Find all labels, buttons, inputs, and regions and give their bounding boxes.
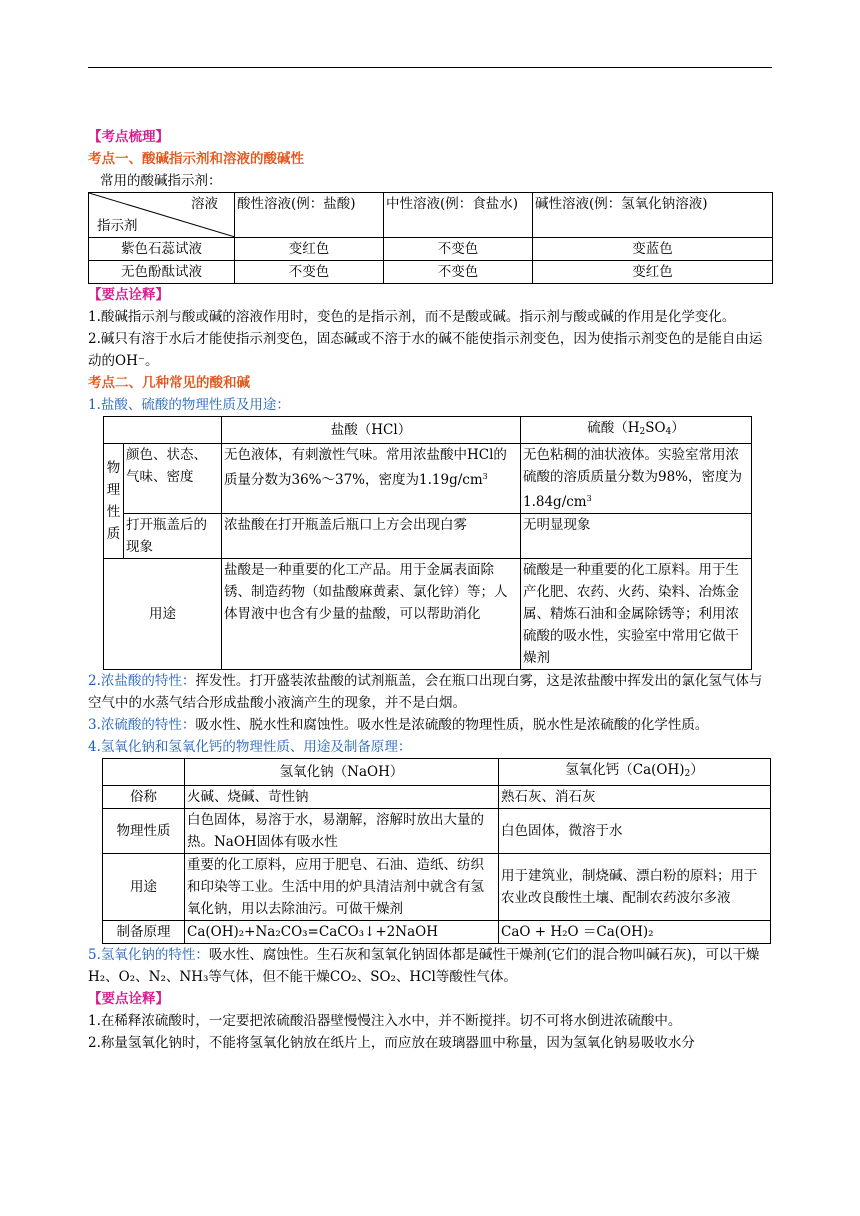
kp2-title: 考点二、几种常见的酸和碱	[88, 375, 250, 391]
section-heading-main: 【考点梳理】	[88, 129, 169, 145]
sec2-paragraph: 2.浓盐酸的特性：挥发性。打开盛装浓盐酸的试剂瓶盖，会在瓶口出现白雾，这是浓盐酸中挥发出的氯化氢气体与空气中的水蒸气结合形成盐酸小液滴产生的现象，并不是白烟。	[88, 673, 763, 711]
table-cell: 变蓝色	[533, 238, 773, 261]
acid-properties-table	[103, 416, 752, 670]
kp1-title: 考点一、酸碱指示剂和溶液的酸碱性	[88, 151, 304, 167]
note2-item: 1.在稀释浓硫酸时，一定要把浓硫酸沿器壁慢慢注入水中，并不断搅拌。切不可将水倒进浓硫酸中。	[88, 1013, 682, 1029]
table-row	[103, 921, 771, 944]
document-body	[88, 126, 772, 1054]
indicator-table	[88, 192, 773, 284]
row-label: 物理性质	[103, 809, 185, 854]
base-properties-table	[102, 758, 771, 944]
table-cell: 重要的化工原料，应用于肥皂、石油、造纸、纺织和印染等工业。生活中用的炉具清洁剂中就含有氢氧化钠，用以去除油污。可做干燥剂	[185, 854, 499, 921]
table-header-row	[103, 759, 771, 786]
sec1-title: 1.盐酸、硫酸的物理性质及用途：	[88, 397, 290, 413]
row-label: 用途	[103, 854, 185, 921]
table-cell: 变红色	[235, 238, 384, 261]
row-label: 颜色、状态、气味、密度	[124, 444, 222, 514]
indicator-table-header	[89, 193, 773, 238]
table-row	[104, 559, 752, 670]
table-cell: 无明显现象	[521, 514, 752, 559]
sec3-paragraph: 3.浓硫酸的特性：吸水性、脱水性和腐蚀性。吸水性是浓硫酸的物理性质，脱水性是浓硫酸的化学性质。	[88, 717, 709, 733]
table-cell: 用于建筑业，制烧碱、漂白粉的原料；用于农业改良酸性土壤、配制农药波尔多液	[499, 854, 771, 921]
note2-item: 2.称量氢氧化钠时，不能将氢氧化钠放在纸片上，而应放在玻璃器皿中称量，因为氢氧化钠易吸收水分	[88, 1035, 695, 1051]
table-row	[103, 809, 771, 854]
col-header-hcl: 盐酸（HCl）	[222, 417, 521, 444]
note2-title: 【要点诠释】	[88, 991, 169, 1007]
table-cell: 不变色	[235, 261, 384, 284]
group-label-physical: 物理性质	[104, 444, 124, 559]
table-row	[103, 854, 771, 921]
corner-bottom-label: 指示剂	[97, 218, 138, 234]
col-header-neutral: 中性溶液(例：食盐水)	[384, 193, 533, 238]
row-label: 打开瓶盖后的现象	[124, 514, 222, 559]
table-cell: 不变色	[384, 238, 533, 261]
corner-top-label: 溶液	[191, 196, 218, 212]
header-rule	[88, 67, 772, 68]
row-label: 无色酚酞试液	[89, 261, 235, 284]
col-header-h2so4: 硫酸$(H_2SO_4)$	[521, 417, 752, 444]
table-cell: 无色液体，有刺激性气味。常用浓盐酸中HCl的质量分数为36%～37%，密度为$1.19g/cm^3$	[222, 444, 521, 514]
sec4-title: 4.氢氧化钠和氢氧化钙的物理性质、用途及制备原理：	[88, 739, 412, 755]
table-cell: 变红色	[533, 261, 773, 284]
table-row	[104, 444, 752, 514]
table-cell: 盐酸是一种重要的化工产品。用于金属表面除锈、制造药物（如盐酸麻黄素、氯化锌）等；人体胃液中也含有少量的盐酸，可以帮助消化	[222, 559, 521, 670]
kp1-intro: 常用的酸碱指示剂：	[100, 173, 222, 189]
diagonal-header-cell	[89, 193, 235, 238]
col-header-naoh: 氢氧化钠（NaOH）	[185, 759, 499, 786]
col-header-acid: 酸性溶液(例：盐酸)	[235, 193, 384, 238]
table-row	[103, 786, 771, 809]
table-cell: 熟石灰、消石灰	[499, 786, 771, 809]
table-row	[89, 261, 773, 284]
row-label: 俗称	[103, 786, 185, 809]
row-label: 制备原理	[103, 921, 185, 944]
empty-header-cell	[103, 759, 185, 786]
note1-item: 1.酸碱指示剂与酸或碱的溶液作用时，变色的是指示剂，而不是酸或碱。指示剂与酸或碱的作用是化学变化。	[88, 309, 736, 325]
table-row	[104, 514, 752, 559]
table-cell: CaO + H₂O ＝Ca(OH)₂	[499, 921, 771, 944]
table-header-row	[104, 417, 752, 444]
note1-title: 【要点诠释】	[88, 287, 169, 303]
col-header-caoh: 氢氧化钙$(Ca(OH)_2)$	[499, 759, 771, 786]
table-cell: 白色固体，易溶于水，易潮解，溶解时放出大量的热。NaOH固体有吸水性	[185, 809, 499, 854]
table-row	[89, 238, 773, 261]
table-cell: 不变色	[384, 261, 533, 284]
table-cell: 白色固体，微溶于水	[499, 809, 771, 854]
table-cell: 无色粘稠的油状液体。实验室常用浓硫酸的溶质质量分数为98%，密度为$1.84g/cm^3$	[521, 444, 752, 514]
col-header-base: 碱性溶液(例：氢氧化钠溶液)	[533, 193, 773, 238]
row-label: 用途	[104, 559, 222, 670]
table-cell: Ca(OH)₂+Na₂CO₃=CaCO₃↓+2NaOH	[185, 921, 499, 944]
empty-header-cell	[104, 417, 222, 444]
table-cell: 浓盐酸在打开瓶盖后瓶口上方会出现白雾	[222, 514, 521, 559]
sec5-paragraph: 5.氢氧化钠的特性：吸水性、腐蚀性。生石灰和氢氧化钠固体都是碱性干燥剂(它们的混合物叫碱石灰)，可以干燥H₂、O₂、N₂、NH₃等气体，但不能干燥CO₂、SO₂、HCl等酸性气体。	[88, 947, 760, 985]
note1-item: 2.碱只有溶于水后才能使指示剂变色，固态碱或不溶于水的碱不能使指示剂变色，因为使指示剂变色的是能自由运动的OH⁻。	[88, 331, 763, 369]
row-label: 紫色石蕊试液	[89, 238, 235, 261]
table-cell: 火碱、烧碱、苛性钠	[185, 786, 499, 809]
table-cell: 硫酸是一种重要的化工原料。用于生产化肥、农药、火药、染料、冶炼金属、精炼石油和金属除锈等；利用浓硫酸的吸水性，实验室中常用它做干燥剂	[521, 559, 752, 670]
